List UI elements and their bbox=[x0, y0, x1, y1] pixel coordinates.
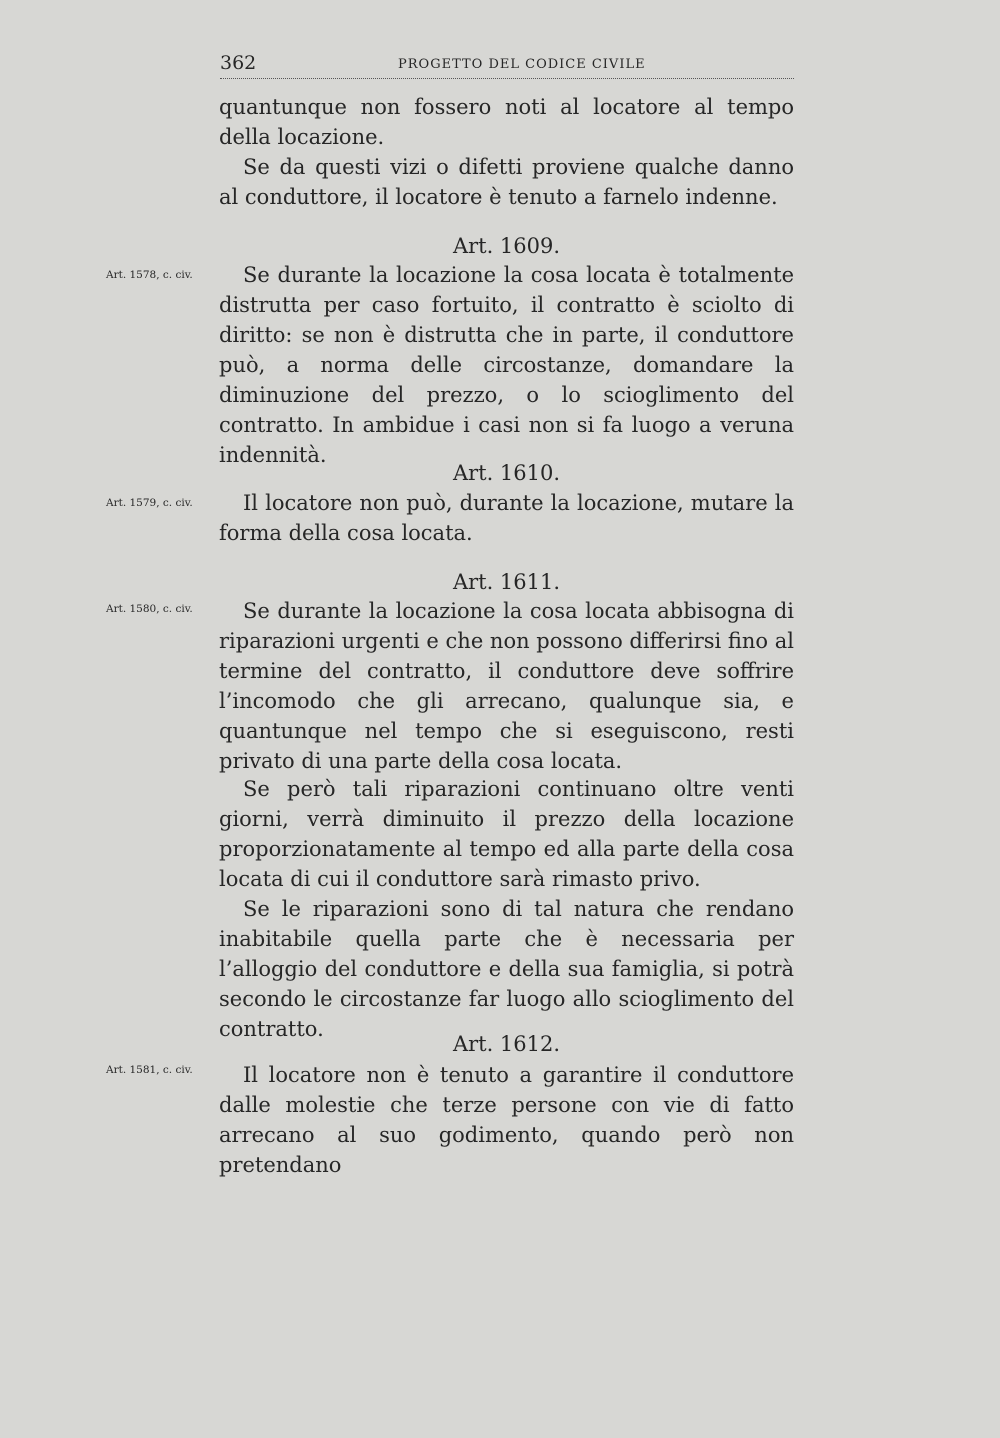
running-title: PROGETTO DEL CODICE CIVILE bbox=[398, 57, 646, 72]
article-paragraph bbox=[219, 260, 794, 470]
paragraph-text: Se le riparazioni sono di tal natura che rendano inabitabile quella parte che è necessaria per l’alloggio del conduttore e della sua famiglia, si potrà secondo le circostanze far luogo allo scioglimento del contratto. bbox=[219, 897, 794, 1041]
article-heading: Art. 1611. bbox=[452, 570, 561, 594]
article-paragraph bbox=[219, 488, 794, 548]
margin-reference: Art. 1581, c. civ. bbox=[106, 1064, 193, 1076]
paragraph-text: Se però tali riparazioni continuano oltre venti giorni, verrà diminuito il prezzo della locazione proporzionatamente al tempo ed alla parte della cosa locata di cui il conduttore sarà rimasto privo. bbox=[219, 777, 794, 891]
paragraph-text: Se durante la locazione la cosa locata è totalmente distrutta per caso fortuito, il contratto è sciolto di diritto: se non è distrutta che in parte, il conduttore può, a norma delle circostanze, domandare la diminuzione del prezzo, o lo scioglimento del contratto. In ambidue i casi non si fa luogo a veruna indennità. bbox=[219, 263, 794, 467]
page-number: 362 bbox=[220, 52, 257, 74]
article-paragraph bbox=[219, 774, 794, 894]
article-heading: Art. 1609. bbox=[452, 234, 561, 258]
margin-reference: Art. 1580, c. civ. bbox=[106, 603, 193, 615]
article-paragraph bbox=[219, 1060, 794, 1180]
continuation-paragraph bbox=[219, 92, 794, 152]
article-paragraph bbox=[219, 596, 794, 776]
continuation-paragraph bbox=[219, 152, 794, 212]
paragraph-text: quantunque non fossero noti al locatore al tempo della locazione. bbox=[219, 95, 794, 149]
article-heading: Art. 1610. bbox=[452, 461, 561, 485]
margin-reference: Art. 1578, c. civ. bbox=[106, 269, 193, 281]
paragraph-text: Se da questi vizi o difetti proviene qualche danno al conduttore, il locatore è tenuto a farnelo indenne. bbox=[219, 155, 794, 209]
paragraph-text: Se durante la locazione la cosa locata abbisogna di riparazioni urgenti e che non possono differirsi fino al termine del contratto, il conduttore deve soffrire l’incomodo che gli arrecano, qualunque sia, e quantunque nel tempo che si eseguiscono, resti privato di una parte della cosa locata. bbox=[219, 599, 794, 773]
paragraph-text: Il locatore non può, durante la locazione, mutare la forma della cosa locata. bbox=[219, 491, 794, 545]
header-rule bbox=[220, 78, 794, 79]
margin-reference: Art. 1579, c. civ. bbox=[106, 497, 193, 509]
article-paragraph bbox=[219, 894, 794, 1044]
article-heading: Art. 1612. bbox=[452, 1032, 561, 1056]
paragraph-text: Il locatore non è tenuto a garantire il conduttore dalle molestie che terze persone con vie di fatto arrecano al suo godimento, quando però non pretendano bbox=[219, 1063, 794, 1177]
